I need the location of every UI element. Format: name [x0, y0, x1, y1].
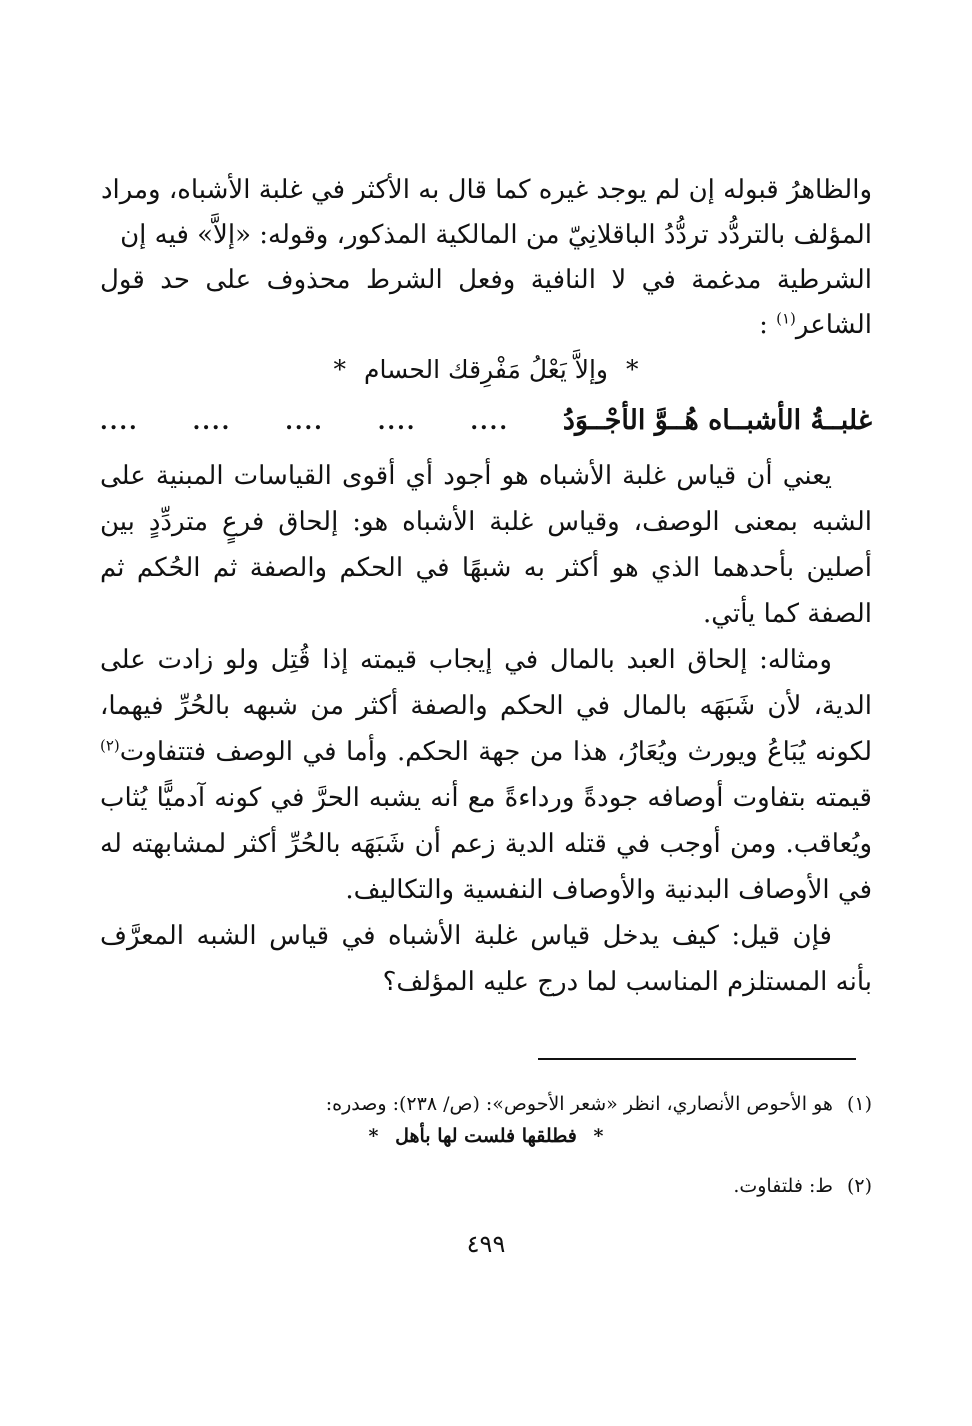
footnote-divider — [538, 1058, 856, 1060]
verse-text: وإلاَّ يَعْلُ مَفْرِقك الحسام — [363, 355, 609, 384]
commentary-body — [100, 453, 872, 1005]
footnote-text: ط: فلتفاوت. — [733, 1175, 833, 1197]
matn-dots: .... — [470, 409, 509, 435]
footnote-text: هو الأحوص الأنصاري، انظر «شعر الأحوص»: (ص/ ٢٣٨): وصدره: — [325, 1093, 833, 1115]
body-paragraph: يعني أن قياس غلبة الأشباه هو أجود أي أقوى القياسات المبنية على الشبه بمعنى الوصف، وقياس غلبة الأشباه هو: إلحاق فرعٍ متردِّدٍ بين أصلين بأحدهما الذي هو أكثر به شبهًا في الحكم والصفة ثم الحُكم ثم الصفة كما يأتي. — [100, 461, 872, 629]
intro-line: المؤلف بالتردُّد تردُّدُ الباقلانِيّ من المالكية المذكور، وقوله: «إلاَّ» فيه إن — [120, 220, 872, 250]
intro-line — [100, 258, 872, 348]
verse-star: * — [593, 1125, 604, 1147]
footnote-number: (٢) — [846, 1175, 872, 1197]
matn-dots: .... — [100, 409, 139, 435]
body-paragraph: فإن قيل: كيف يدخل قياس غلبة الأشباه في قياس الشبه المعرَّف بأنه المستلزم المناسب لما درج عليه المؤلف؟ — [100, 921, 872, 997]
intro-line: والظاهرُ قبوله إن لم يوجد غيره كما قال به الأكثر في غلبة الأشباه، ومراد — [100, 175, 872, 205]
intro-line-text: الشرطية مدغمة في لا النافية وفعل الشرط محذوف على حد قول الشاعر — [100, 265, 872, 340]
footnote-ref[interactable]: (٢) — [100, 736, 120, 755]
page-content — [100, 168, 872, 1005]
footnote-ref[interactable]: (١) — [776, 309, 796, 328]
footnotes — [100, 1088, 872, 1202]
body-text: ومثاله: إلحاق العبد بالمال في إيجاب قيمته إذا قُتِل ولو زادت على الدية، لأن شَبَهَه بالمال في الحكم والصفة أكثر من شبهه بالحُرِّ فيهما، لكونه يُبَاعُ ويورث ويُعَارُ، هذا من جهة الحكم. وأما في الوصف فتتفاوت — [100, 645, 872, 767]
matn-dots: .... — [192, 409, 232, 435]
poetry-verse — [100, 348, 872, 392]
footnote-verse — [100, 1120, 872, 1152]
matn-dots: .... — [377, 409, 417, 435]
intro-line-end: : — [759, 310, 768, 340]
page-number: ٤٩٩ — [466, 1230, 506, 1258]
body-paragraph — [100, 637, 872, 913]
matn-verse-line — [100, 396, 872, 447]
matn-heading: غلبــةُ الأشبــاه هُــوَّ الأجْــوَدُ — [562, 405, 872, 436]
matn-dots: .... — [285, 409, 324, 435]
footnote-verse-text: فطلقها فلست لها بأهل — [395, 1125, 577, 1147]
verse-star: * — [368, 1125, 379, 1147]
body-text: قيمته بتفاوت أوصافه جودةً ورداءةً مع أنه يشبه الحرَّ في كونه آدميًّا يُثاب ويُعاقب. ومن أوجب في قتله الدية زعم أن شَبَهَه بالحُرِّ أكثر لمشابهته له في الأوصاف البدنية والأوصاف النفسية والتكاليف. — [100, 783, 872, 905]
footnote-number: (١) — [846, 1093, 872, 1115]
intro-paragraph — [100, 168, 872, 348]
footnote-1 — [100, 1088, 872, 1120]
verse-star: * — [333, 355, 347, 384]
verse-star: * — [625, 355, 639, 384]
footnote-2 — [100, 1170, 872, 1202]
